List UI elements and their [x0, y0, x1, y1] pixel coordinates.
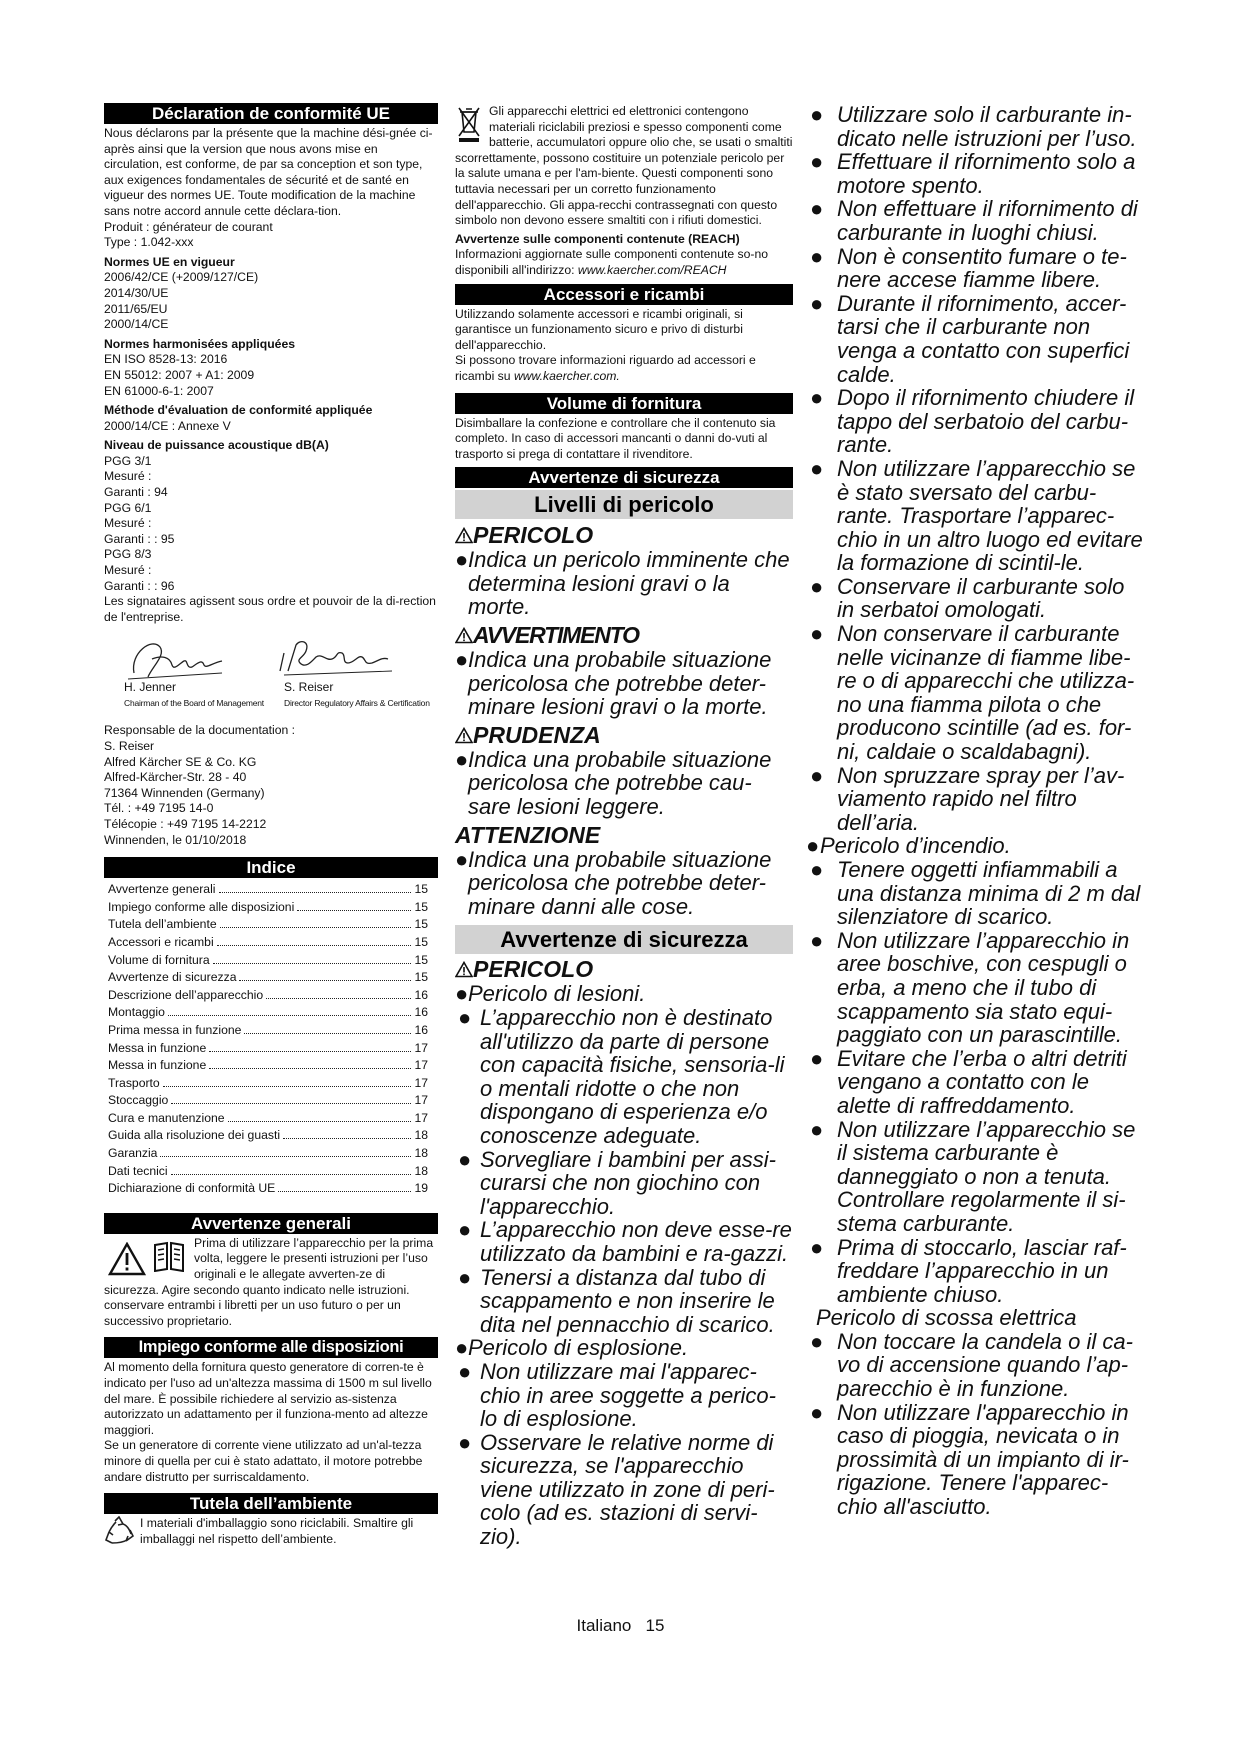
delivery-text: Disimballare la confezione e controllare che il contenuto sia completo. In caso di accessori mancanti o danni do-vuti al trasporto si prega di contattare il rivenditore. [455, 415, 776, 461]
list-item: ● Non effettuare il rifornimento di carburante in luoghi chiusi. [810, 196, 1138, 245]
harmonised-line: EN 55012: 2007 + A1: 2009 [104, 367, 255, 382]
resp-line: Winnenden, le 01/10/2018 [104, 832, 247, 847]
page-footer [0, 1616, 1241, 1636]
signer-2-name: S. Reiser [284, 680, 334, 695]
list-item: ● Durante il rifornimento, accer-tarsi che il carburante non venga a contatto con superfici calde. [810, 290, 1130, 387]
sound-line: Garanti : 94 [104, 485, 168, 500]
safety-notes [455, 957, 793, 1548]
signal-word-warning: AVVERTIMENTO [455, 623, 793, 648]
column-right [806, 103, 1144, 1519]
list-item: ● Non utilizzare l'apparecchio in caso di pioggia, nevicata o in prossimità di un impianto di ir-rigazione. Tenere l'apparec-chio all'asciutto. [810, 1399, 1129, 1520]
table-of-contents [104, 882, 428, 1199]
resp-line: Télécopie : +49 7195 14-2212 [104, 816, 267, 831]
resp-line: Alfred-Kärcher-Str. 28 - 40 [104, 770, 247, 785]
toc-entry[interactable]: Montaggio 16 [108, 1005, 428, 1020]
toc-entry[interactable]: Garanzia 18 [108, 1146, 428, 1161]
toc-entry[interactable]: Trasporto 17 [108, 1075, 428, 1090]
general-notes [104, 1236, 438, 1330]
warning-triangle-icon [455, 961, 473, 978]
section-heading-scope-of-delivery: Volume di fornitura [455, 393, 793, 414]
list-item: ● Non è consentito fumare o te-nere accese fiamme libere. [810, 243, 1127, 293]
recycle-icon [104, 1516, 134, 1546]
list-item: ● Non utilizzare l’apparecchio se il sistema carburante è danneggiato o non a tenuta. Controllare regolarmente il si-stema carburante. [810, 1116, 1136, 1236]
toc-entry[interactable]: Descrizione dell’apparecchio 16 [108, 987, 428, 1002]
section-heading-environment: Tutela dell’ambiente [104, 1493, 438, 1514]
list-item: ● Non utilizzare mai l'apparec-chio in aree soggette a perico-lo di esplosione. [458, 1358, 776, 1432]
resp-line: 71364 Winnenden (Germany) [104, 785, 265, 800]
accessories-link[interactable]: www.kaercher.com. [513, 368, 620, 383]
signal-word-danger-2: PERICOLO [455, 957, 793, 982]
declaration-intro: Nous déclarons par la présente que la machine dési-gnée ci-après ainsi que la version que nous avons mise en circulation, est conforme, de par sa conception et son type, aux exigences fondamentales de sécurité et de santé en vigueur des normes UE. Toute modification de la machine sans notre accord annule cette déclara-tion. [104, 126, 433, 218]
list-item: ● Osservare le relative norme di sicurezza, se l'apparecchio viene utilizzato in zone di peri-colo (ad es. stazioni di servi-zio). [458, 1429, 775, 1550]
hazard-levels [455, 523, 793, 918]
section-heading-declaration: Déclaration de conformité UE [104, 103, 438, 124]
sound-title: Niveau de puissance acoustique dB(A) [104, 438, 329, 453]
electric-shock-hazard: Pericolo di scossa elettrica [816, 1305, 1077, 1331]
section-heading-safety: Avvertenze di sicurezza [455, 467, 793, 488]
signer-2-role: Director Regulatory Affairs & Certification [284, 698, 430, 709]
list-item: ● Non conservare il carburante nelle vicinanze di fiamme libe-re o di apparecchi che utilizza-no una fiamma pilota o che producono scintille (ad es. for-ni, caldaie o scaldabagni). [810, 621, 1135, 765]
signer-1-role: Chairman of the Board of Management [124, 698, 264, 709]
toc-entry[interactable]: Avvertenze di sicurezza 15 [108, 970, 428, 985]
signal-word-danger: PERICOLO [455, 523, 793, 548]
sound-line: Garanti : : 96 [104, 578, 175, 593]
list-item: ● Conservare il carburante solo in serbatoi omologati. [810, 573, 1125, 623]
list-item: ● L’apparecchio non è destinato all'utilizzo da parte di persone con capacità fisiche, sensoria-li o mentali ridotte o che non dispongano di esperienza e/o conoscenze adeguate. [458, 1005, 785, 1148]
toc-entry[interactable]: Tutela dell’ambiente 15 [108, 917, 428, 932]
reach-text: Informazioni aggiornate sulle componenti contenute so-no disponibili all'indirizzo: [455, 247, 769, 277]
list-item: ● Evitare che l’erba o altri detriti vengano a contatto con le alette di raffreddamento. [810, 1045, 1127, 1118]
crossed-bin-icon [457, 104, 481, 144]
declaration-type: Type : 1.042-xxx [104, 235, 194, 250]
toc-entry[interactable]: Avvertenze generali 15 [108, 882, 428, 897]
norm-line: 2006/42/CE (+2009/127/CE) [104, 270, 259, 285]
weee-note [455, 104, 793, 229]
list-item: ● Non utilizzare l’apparecchio se è stato sversato del carbu-rante. Trasportare l’apparec-chio in un altro luogo ed evitare la formazione di scintil-le. [810, 455, 1143, 576]
general-text-2: conservare entrambi i libretti per un uso futuro o per un successivo proprietario. [104, 1298, 401, 1328]
signature-jenner-icon [122, 633, 232, 683]
toc-entry[interactable]: Guida alla risoluzione dei guasti 18 [108, 1128, 428, 1143]
warning-triangle-icon [455, 527, 473, 544]
reach-paragraph [455, 247, 793, 278]
norm-line: 2011/65/EU [104, 301, 168, 316]
toc-entry[interactable]: Impiego conforme alle disposizioni 15 [108, 899, 428, 914]
toc-entry[interactable]: Prima messa in funzione 16 [108, 1022, 428, 1037]
footer-language: Italiano [576, 1616, 632, 1635]
attention-description: ● Indica una probabile situazione pericolosa che potrebbe deter-minare danni alle cose. [455, 846, 772, 919]
section-heading-intended-use: Impiego conforme alle disposizioni [104, 1337, 438, 1358]
list-item: ● Tenersi a distanza dal tubo di scappamento e non inserire le dita nel pennacchio di scarico. [458, 1264, 775, 1337]
warning-triangle-icon [455, 727, 473, 744]
resp-line: Responsable de la documentation : [104, 723, 296, 738]
list-item: ● Prima di stoccarlo, lasciar raf-freddare l’apparecchio in un ambiente chiuso. [810, 1234, 1127, 1307]
list-item: ● Non toccare la candela o il ca-vo di accensione quando l’ap-parecchio è in funzione. [810, 1328, 1133, 1402]
accessories-text-1: Utilizzando solamente accessori e ricambi originali, si garantisce un funzionamento sicuro e privo di disturbi dell'apparecchio. [455, 306, 743, 352]
column-middle [455, 104, 793, 1549]
toc-entry[interactable]: Cura e manutenzione 17 [108, 1110, 428, 1125]
column-left [104, 103, 438, 1547]
sound-line: PGG 8/3 [104, 547, 152, 562]
list-item: ● Tenere oggetti infiammabili a una distanza minima di 2 m dal silenziatore di scarico. [810, 857, 1141, 930]
manual-book-icon [152, 1240, 186, 1272]
reach-title: Avvertenze sulle componenti contenute (REACH) [455, 231, 740, 246]
resp-line: S. Reiser [104, 739, 155, 753]
list-item: ● Sorvegliare i bambini per assi-curarsi che non giochino con l'apparecchio. [458, 1146, 776, 1219]
resp-line: Tél. : +49 7195 14-0 [104, 801, 214, 816]
danger-description: ● Indica un pericolo imminente che determina lesioni gravi o la morte. [455, 547, 790, 620]
toc-entry[interactable]: Volume di fornitura 15 [108, 952, 428, 967]
subheading-hazard-levels: Livelli di pericolo [455, 490, 793, 519]
sound-line: PGG 3/1 [104, 453, 152, 468]
signer-1-name: H. Jenner [124, 680, 177, 695]
method-line: 2000/14/CE : Annexe V [104, 418, 231, 433]
explosion-hazard: ● Pericolo di esplosione. [455, 1335, 689, 1361]
signature-block [104, 625, 438, 723]
list-item: ● Non utilizzare l’apparecchio in aree boschive, con cespugli o erba, a meno che il tubo di scappamento sia stato equi-paggiato con un parascintille. [810, 927, 1130, 1048]
resp-line: Alfred Kärcher SE & Co. KG [104, 754, 257, 769]
subheading-safety-notes: Avvertenze di sicurezza [455, 925, 793, 954]
list-item: ● L’apparecchio non deve esse-re utilizzato da bambini e ra-gazzi. [458, 1217, 792, 1266]
section-heading-accessories: Accessori e ricambi [455, 284, 793, 305]
toc-entry[interactable]: Accessori e ricambi 15 [108, 934, 428, 949]
warning-description: ● Indica una probabile situazione pericolosa che potrebbe deter-minare lesioni gravi o la morte. [455, 647, 772, 720]
reach-link[interactable]: www.kaercher.com/REACH [577, 262, 727, 277]
environment-note [104, 1516, 438, 1547]
norms-title: Normes UE en vigueur [104, 254, 235, 269]
section-heading-general: Avvertenze generali [104, 1213, 438, 1234]
toc-entry[interactable]: Dichiarazione di conformità UE 19 [108, 1181, 428, 1196]
signal-word-attention: ATTENZIONE [455, 821, 601, 848]
caution-description: ● Indica una probabile situazione pericolosa che potrebbe cau-sare lesioni leggere. [455, 746, 772, 820]
intended-text-2: Se un generatore di corrente viene utilizzato ad un'al-tezza minore di quella per cui è stato adattato, il motore potrebbe andare distrutto per surriscaldamento. [104, 1438, 423, 1484]
list-item: ● Utilizzare solo il carburante in-dicato nelle istruzioni per l’uso. [810, 102, 1137, 151]
signature-reiser-icon [276, 631, 396, 681]
page-number: 15 [645, 1616, 665, 1635]
list-item: ● Non spruzzare spray per l’av-viamento rapido nel filtro dell’aria. [810, 762, 1125, 835]
sound-line: Mesuré : [104, 469, 152, 484]
signatories-note: Les signataires agissent sous ordre et pouvoir de la di-rection de l'entreprise. [104, 594, 436, 624]
environment-text: I materiali d'imballaggio sono riciclabili. Smaltire gli imballaggi nel rispetto dell’ambiente. [140, 1516, 414, 1546]
signal-word-caution: PRUDENZA [455, 723, 793, 748]
general-text-1: Prima di utilizzare l’apparecchio per la prima volta, leggere le presenti istruzioni per l’uso originali e le allegate avverten-ze di sicurezza. Agire secondo quanto indicato nelle istruzioni. [104, 1235, 434, 1297]
harmonised-line: EN 61000-6-1: 2007 [104, 383, 214, 398]
list-item: ● Effettuare il rifornimento solo a motore spento. [810, 149, 1136, 198]
section-heading-index: Indice [104, 857, 438, 878]
toc-entry[interactable]: Dati tecnici 18 [108, 1163, 428, 1178]
toc-entry[interactable]: Messa in funzione 17 [108, 1058, 428, 1073]
list-item: ● Dopo il rifornimento chiudere il tappo del serbatoio del carbu-rante. [810, 385, 1135, 458]
harmonised-title: Normes harmonisées appliquées [104, 336, 296, 351]
harmonised-line: EN ISO 8528-13: 2016 [104, 352, 228, 367]
accessories-text-2: Si possono trovare informazioni riguardo ad accessori e ricambi su [455, 353, 756, 383]
fire-hazard: ● Pericolo d’incendio. [806, 833, 1011, 859]
warning-triangle-icon [108, 1242, 146, 1276]
sound-line: PGG 6/1 [104, 500, 152, 515]
toc-entry[interactable]: Messa in funzione 17 [108, 1040, 428, 1055]
method-title: Méthode d'évaluation de conformité appliquée [104, 403, 373, 418]
sound-line: Mesuré : [104, 516, 152, 531]
sound-line: Mesuré : [104, 563, 152, 578]
weee-text: Gli apparecchi elettrici ed elettronici contengono materiali riciclabili preziosi e spesso componenti come batterie, accumulatori oppure olio che, se usati o smaltiti scorrettamente, possono costituire un potenziale pericolo per la salute umana e per l'am-biente. Questi componenti sono tuttavia necessari per un corretto funzionamento dell'apparecchio. Gli appa-recchi contrassegnati con questo simbolo non devono essere smaltiti con i rifiuti domestici. [455, 104, 793, 228]
norm-line: 2000/14/CE [104, 317, 169, 332]
norm-line: 2014/30/UE [104, 285, 169, 300]
sound-line: Garanti : : 95 [104, 531, 175, 546]
injury-hazard: ● Pericolo di lesioni. [455, 981, 646, 1007]
warning-triangle-icon [455, 627, 473, 644]
accessories-paragraph-2 [455, 353, 793, 384]
declaration-product: Produit : générateur de courant [104, 219, 273, 234]
toc-entry[interactable]: Stoccaggio 17 [108, 1093, 428, 1108]
intended-text-1: Al momento della fornitura questo generatore di corren-te è indicato per l'uso ad un'altezza massima di 1500 m sul livello del mare. È possibile richiedere al servizio as-sistenza autorizzato un adattamento per il funziona-mento ad altezze maggiori. [104, 1360, 432, 1437]
